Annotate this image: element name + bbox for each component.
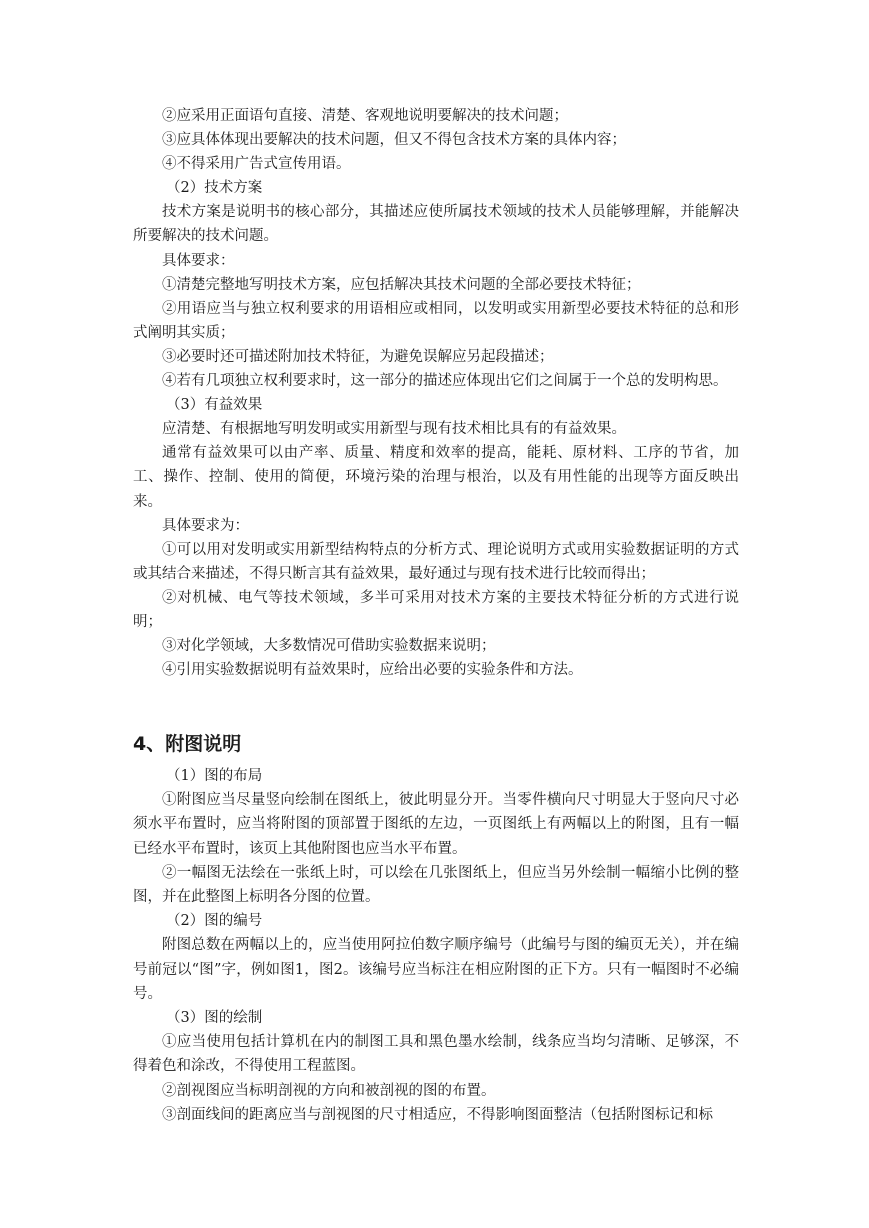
section-heading: 4、附图说明 (133, 733, 242, 755)
paragraph: 具体要求为： (162, 517, 249, 534)
paragraph: 附图总数在两幅以上的，应当使用阿拉伯数字顺序编号（此编号与图的编页无关），并在编号前冠以“图”字，例如图1，图2。该编号应当标注在相应附图的正下方。只有一幅图时不必编号。 (133, 937, 739, 1002)
paragraph: ②应采用正面语句直接、清楚、客观地说明要解决的技术问题； (162, 108, 568, 124)
paragraph: ②一幅图无法绘在一张纸上时，可以绘在几张图纸上，但应当另外绘制一幅缩小比例的整图，并在此整图上标明各分图的位置。 (133, 864, 739, 906)
paragraph: ①清楚完整地写明技术方案，应包括解决其技术问题的全部必要技术特征； (162, 276, 641, 293)
subsection-title: （3）图的绘制 (166, 1010, 263, 1027)
paragraph: ②用语应当与独立权利要求的用语相应或相同，以发明或实用新型必要技术特征的总和形式阐明其实质； (133, 300, 739, 341)
section-body-2 (133, 764, 739, 1127)
paragraph: ③必要时还可描述附加技术特征，为避免误解应另起段描述； (162, 348, 554, 365)
subsection-title: （2）技术方案 (166, 180, 263, 197)
paragraph: ②剖视图应当标明剖视的方向和被剖视的图的布置。 (162, 1082, 496, 1099)
paragraph: ③应具体体现出要解决的技术问题，但又不得包含技术方案的具体内容； (162, 132, 626, 149)
paragraph: ①附图应当尽量竖向绘制在图纸上，彼此明显分开。当零件横向尺寸明显大于竖向尺寸必须水平布置时，应当将附图的顶部置于图纸的左边，一页图纸上有两幅以上的附图，且有一幅已经水平布置时，该页上其他附图也应当水平布置。 (133, 792, 739, 857)
paragraph: 技术方案是说明书的核心部分，其描述应使所属技术领域的技术人员能够理解，并能解决所要解决的技术问题。 (133, 204, 739, 245)
subsection-title: （2）图的编号 (166, 913, 263, 930)
paragraph: ④若有几项独立权利要求时，这一部分的描述应体现出它们之间属于一个总的发明构思。 (162, 373, 728, 390)
subsection-title: （1）图的布局 (166, 768, 263, 784)
paragraph: ③对化学领域，大多数情况可借助实验数据来说明； (162, 638, 496, 655)
paragraph: ④不得采用广告式宣传用语。 (162, 156, 351, 173)
subsection-title: （3）有益效果 (166, 397, 263, 414)
paragraph: 通常有益效果可以由产率、质量、精度和效率的提高，能耗、原材料、工序的节省，加工、操作、控制、使用的简便，环境污染的治理与根治，以及有用性能的出现等方面反映出来。 (133, 445, 739, 510)
paragraph: ②对机械、电气等技术领域，多半可采用对技术方案的主要技术特征分析的方式进行说明； (133, 589, 739, 630)
paragraph: 具体要求： (162, 252, 235, 269)
paragraph: ③剖面线间的距离应当与剖视图的尺寸相适应，不得影响图面整洁（包括附图标记和标 (162, 1106, 713, 1123)
section-body-1 (133, 104, 739, 682)
paragraph: 应清楚、有根据地写明发明或实用新型与现有技术相比具有的有益效果。 (162, 421, 626, 438)
paragraph: ①应当使用包括计算机在内的制图工具和黑色墨水绘制，线条应当均匀清晰、足够深，不得着色和涂改，不得使用工程蓝图。 (133, 1034, 739, 1075)
paragraph: ①可以用对发明或实用新型结构特点的分析方式、理论说明方式或用实验数据证明的方式或其结合来描述，不得只断言其有益效果，最好通过与现有技术进行比较而得出； (133, 541, 739, 582)
paragraph: ④引用实验数据说明有益效果时，应给出必要的实验条件和方法。 (162, 662, 583, 679)
